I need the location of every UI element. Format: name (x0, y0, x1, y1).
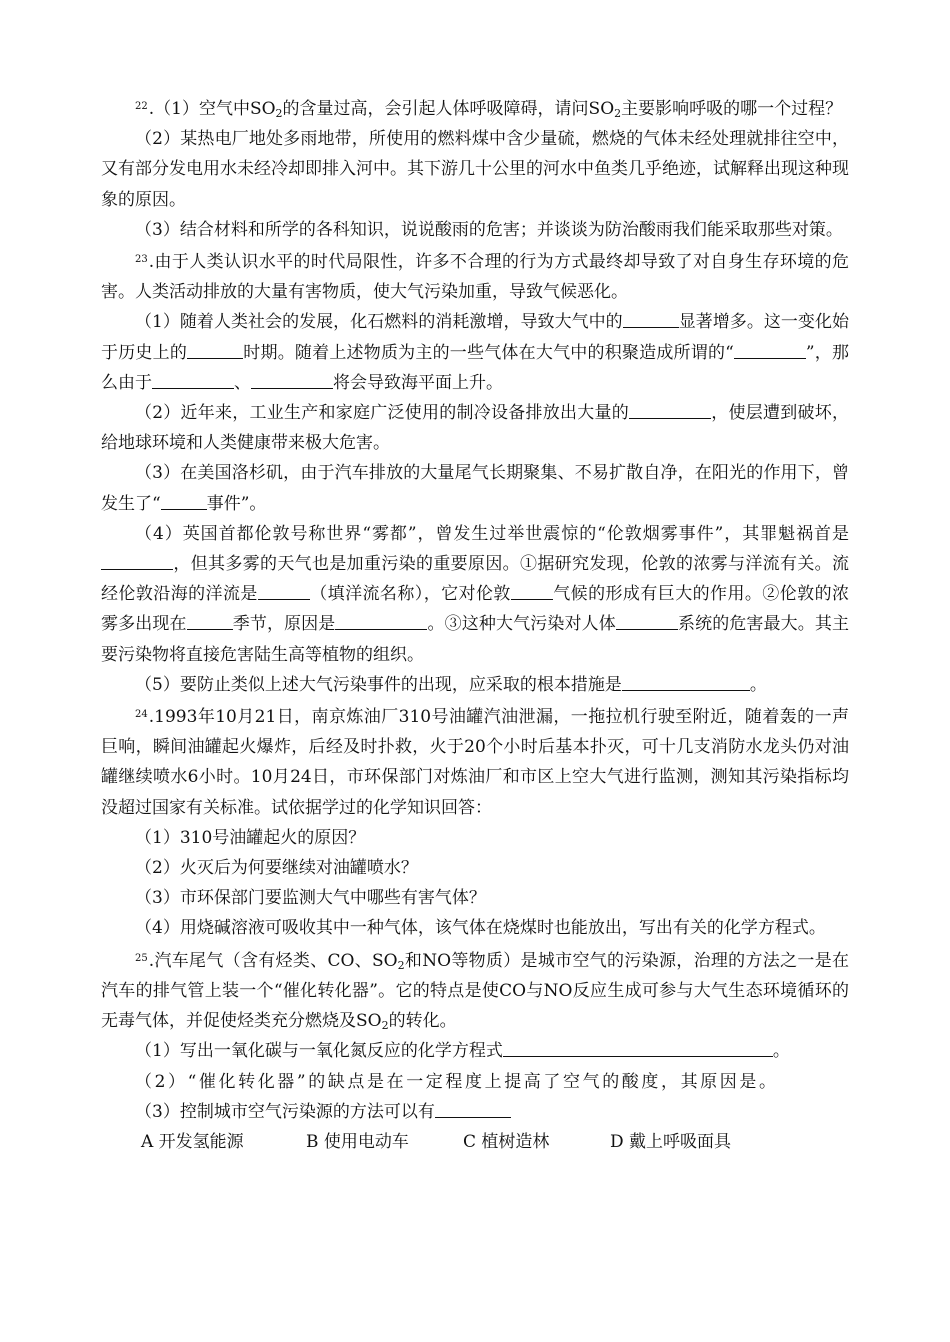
q22-number: 22 (135, 101, 148, 112)
q25-part2: （2）“催化转化器”的缺点是在一定程度上提高了空气的酸度，其原因是。 (135, 1071, 779, 1092)
answer-blank[interactable] (161, 494, 207, 510)
q25-part1: （1）写出一氧化碳与一氧化氮反应的化学方程式 。 (135, 1041, 790, 1062)
answer-blank[interactable] (616, 614, 678, 630)
answer-blank[interactable] (734, 343, 806, 359)
answer-blank[interactable] (503, 1041, 773, 1057)
q23-number: 23 (135, 254, 148, 266)
q25-number: 25 (135, 952, 148, 964)
answer-blank[interactable] (187, 614, 233, 630)
answer-blank[interactable] (258, 584, 310, 600)
answer-blank[interactable] (435, 1102, 511, 1118)
answer-blank[interactable] (251, 373, 333, 389)
q23-part1: （1）随着人类社会的发展，化石燃料的消耗激增，导致大气中的 显著增多。这一变化始于历史上的 时期。随着上述物质为主的一些气体在大气中的积聚造成所谓的“ ”，那么由于 、 将会导致海平面上升。 (101, 312, 849, 393)
answer-blank[interactable] (152, 373, 234, 389)
q25-intro: $^{25}$.汽车尾气（含有烃类、CO、$SO_2$和NO等物质）是城市空气的污染源，治理的方法之一是在汽车的排气管上装一个“催化转化器”。它的特点是使CO与NO反应生成可参与大气生态环境循环的无毒气体，并促使烃类充分燃烧及$SO_2$的转化。 (101, 950, 849, 1033)
q24-part2: （2）火灭后为何要继续对油罐喷水？ (135, 858, 418, 879)
option-b[interactable]: B 使用电动车 (306, 1131, 409, 1152)
q24-part4: （4）用烧碱溶液可吸收其中一种气体，该气体在烧煤时也能放出，写出有关的化学方程式。 (135, 918, 826, 939)
q22-part1: $^{22}$.（1）空气中$SO_2$的含量过高，会引起人体呼吸障碍，请问$SO_2$主要影响呼吸的哪一个过程？ (135, 99, 843, 120)
answer-blank[interactable] (101, 554, 173, 570)
q23-intro: $^{23}$.由于人类认识水平的时代局限性，许多不合理的行为方式最终却导致了对自身生存环境的危害。人类活动排放的大量有害物质，使大气污染加重，导致气候恶化。 (101, 252, 849, 303)
answer-blank[interactable] (623, 312, 679, 328)
q22-part3: （3）结合材料和所学的各科知识，说说酸雨的危害；并谈谈为防治酸雨我们能采取那些对策。 (135, 219, 843, 240)
q24-part1: （1）310号油罐起火的原因？ (135, 827, 366, 848)
q25-options (101, 1127, 849, 1157)
q24-intro: $^{24}$.1993年10月21日，南京炼油厂310号油罐汽油泄漏，一拖拉机行驶至附近，随着轰的一声巨响，瞬间油罐起火爆炸，后经及时扑救，火于20个小时后基本扑灭，可十几支消防水龙头仍对油罐继续喷水6小时。10月24日，市环保部门对炼油厂和市区上空大气进行监测，测知其污染指标均没超过国家有关标准。试依据学过的化学知识回答： (101, 707, 849, 818)
q23-part2: （2）近年来，工业生产和家庭广泛使用的制冷设备排放出大量的 ，使层遭到破坏，给地球环境和人类健康带来极大危害。 (101, 403, 849, 454)
option-d[interactable]: D 戴上呼吸面具 (610, 1131, 732, 1152)
answer-blank[interactable] (511, 584, 553, 600)
q23-part3: （3）在美国洛杉矶，由于汽车排放的大量尾气长期聚集、不易扩散自净，在阳光的作用下，曾发生了“ 事件”。 (101, 463, 849, 514)
answer-blank[interactable] (335, 614, 427, 630)
answer-blank[interactable] (629, 403, 711, 419)
q23-part5: （5）要防止类似上述大气污染事件的出现，应采取的根本措施是 。 (135, 674, 767, 695)
option-a[interactable]: A 开发氢能源 (141, 1131, 244, 1152)
q22-part2: （2）某热电厂地处多雨地带，所使用的燃料煤中含少量硫，燃烧的气体未经处理就排往空中，又有部分发电用水未经冷却即排入河中。其下游几十公里的河水中鱼类几乎绝迹，试解释出现这种现象的原因。 (101, 129, 849, 210)
q23-part4: （4）英国首都伦敦号称世界“雾都”，曾发生过举世震惊的“伦敦烟雾事件”，其罪魁祸首是，但其多雾的天气也是加重污染的重要原因。①据研究发现，伦敦的浓雾与洋流有关。流经伦敦沿海的洋流是 （填洋流名称），它对伦敦 气候的形成有巨大的作用。②伦敦的浓雾多出现在 季节，原因是 。③这种大气污染对人体 系统的危害最大。其主要污染物将直接危害陆生高等植物的组织。 (101, 523, 850, 665)
q24-part3: （3）市环保部门要监测大气中哪些有害气体？ (135, 888, 486, 909)
q24-number: 24 (135, 709, 148, 721)
answer-blank[interactable] (187, 343, 243, 359)
option-c[interactable]: C 植树造林 (463, 1131, 550, 1152)
q25-part3: （3）控制城市空气污染源的方法可以有 (101, 1097, 849, 1127)
answer-blank[interactable] (622, 675, 750, 691)
document-page (101, 92, 849, 1157)
